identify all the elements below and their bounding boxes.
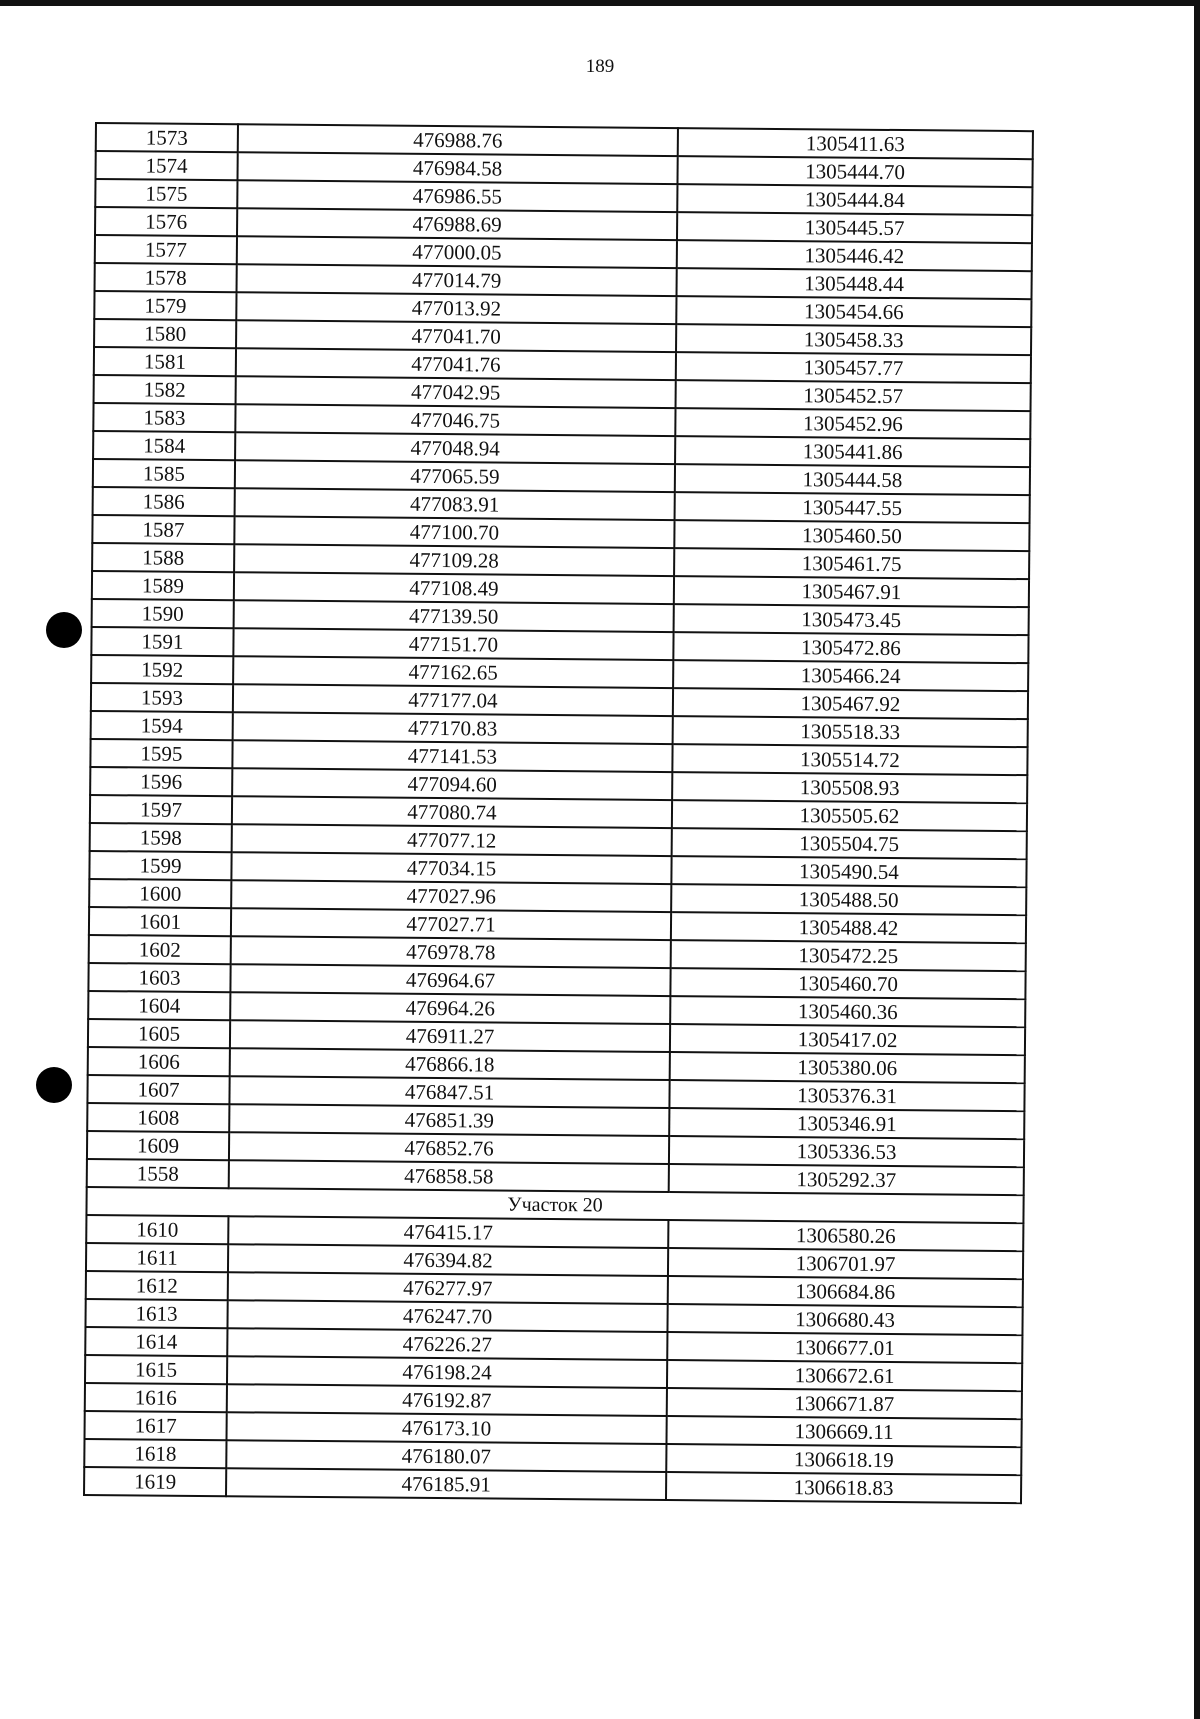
y-coordinate-cell: 1305467.92 bbox=[673, 688, 1028, 719]
y-coordinate-cell: 1305514.72 bbox=[672, 744, 1027, 775]
x-coordinate-cell: 477077.12 bbox=[232, 824, 672, 856]
point-number-cell: 1578 bbox=[95, 263, 237, 292]
x-coordinate-cell: 477048.94 bbox=[235, 432, 675, 464]
point-number-cell: 1575 bbox=[95, 179, 237, 208]
point-number-cell: 1590 bbox=[92, 599, 234, 628]
x-coordinate-cell: 476277.97 bbox=[228, 1272, 668, 1304]
point-number-cell: 1585 bbox=[93, 459, 235, 488]
x-coordinate-cell: 476984.58 bbox=[237, 152, 677, 184]
point-number-cell: 1558 bbox=[87, 1159, 229, 1188]
point-number-cell: 1593 bbox=[91, 683, 233, 712]
x-coordinate-cell: 476185.91 bbox=[226, 1468, 666, 1500]
y-coordinate-cell: 1305472.25 bbox=[671, 940, 1026, 971]
y-coordinate-cell: 1305488.50 bbox=[671, 884, 1026, 915]
x-coordinate-cell: 477034.15 bbox=[231, 852, 671, 884]
point-number-cell: 1608 bbox=[87, 1103, 229, 1132]
y-coordinate-cell: 1305505.62 bbox=[672, 800, 1027, 831]
point-number-cell: 1573 bbox=[96, 123, 238, 152]
y-coordinate-cell: 1305472.86 bbox=[673, 632, 1028, 663]
x-coordinate-cell: 476964.26 bbox=[230, 992, 670, 1024]
x-coordinate-cell: 477080.74 bbox=[232, 796, 672, 828]
y-coordinate-cell: 1305457.77 bbox=[676, 352, 1031, 383]
x-coordinate-cell: 476226.27 bbox=[227, 1328, 667, 1360]
x-coordinate-cell: 476978.78 bbox=[231, 936, 671, 968]
y-coordinate-cell: 1305336.53 bbox=[669, 1136, 1024, 1167]
x-coordinate-cell: 477162.65 bbox=[233, 656, 673, 688]
y-coordinate-cell: 1305508.93 bbox=[672, 772, 1027, 803]
point-number-cell: 1602 bbox=[89, 935, 231, 964]
y-coordinate-cell: 1305417.02 bbox=[670, 1024, 1025, 1055]
point-number-cell: 1595 bbox=[90, 739, 232, 768]
y-coordinate-cell: 1305411.63 bbox=[678, 128, 1033, 159]
x-coordinate-cell: 477000.05 bbox=[237, 236, 677, 268]
x-coordinate-cell: 477013.92 bbox=[236, 292, 676, 324]
y-coordinate-cell: 1305447.55 bbox=[675, 492, 1030, 523]
x-coordinate-cell: 476247.70 bbox=[227, 1300, 667, 1332]
point-number-cell: 1580 bbox=[94, 319, 236, 348]
point-number-cell: 1619 bbox=[84, 1467, 226, 1496]
x-coordinate-cell: 476911.27 bbox=[230, 1020, 670, 1052]
point-number-cell: 1611 bbox=[86, 1243, 228, 1272]
x-coordinate-cell: 477141.53 bbox=[232, 740, 672, 772]
point-number-cell: 1581 bbox=[94, 347, 236, 376]
y-coordinate-cell: 1305460.70 bbox=[670, 968, 1025, 999]
y-coordinate-cell: 1305504.75 bbox=[672, 828, 1027, 859]
x-coordinate-cell: 476198.24 bbox=[227, 1356, 667, 1388]
x-coordinate-cell: 477083.91 bbox=[235, 488, 675, 520]
point-number-cell: 1610 bbox=[86, 1215, 228, 1244]
point-number-cell: 1587 bbox=[92, 515, 234, 544]
point-number-cell: 1605 bbox=[88, 1019, 230, 1048]
x-coordinate-cell: 476866.18 bbox=[230, 1048, 670, 1080]
x-coordinate-cell: 476394.82 bbox=[228, 1244, 668, 1276]
y-coordinate-cell: 1305466.24 bbox=[673, 660, 1028, 691]
point-number-cell: 1601 bbox=[89, 907, 231, 936]
y-coordinate-cell: 1306677.01 bbox=[667, 1332, 1022, 1363]
x-coordinate-cell: 477027.71 bbox=[231, 908, 671, 940]
y-coordinate-cell: 1305452.96 bbox=[675, 408, 1030, 439]
point-number-cell: 1614 bbox=[85, 1327, 227, 1356]
y-coordinate-cell: 1306684.86 bbox=[668, 1276, 1023, 1307]
point-number-cell: 1576 bbox=[95, 207, 237, 236]
x-coordinate-cell: 476851.39 bbox=[229, 1104, 669, 1136]
point-number-cell: 1600 bbox=[89, 879, 231, 908]
point-number-cell: 1574 bbox=[96, 151, 238, 180]
point-number-cell: 1618 bbox=[84, 1439, 226, 1468]
x-coordinate-cell: 477014.79 bbox=[237, 264, 677, 296]
point-number-cell: 1577 bbox=[95, 235, 237, 264]
y-coordinate-cell: 1306618.83 bbox=[666, 1472, 1021, 1503]
y-coordinate-cell: 1305444.70 bbox=[677, 156, 1032, 187]
x-coordinate-cell: 477041.76 bbox=[236, 348, 676, 380]
y-coordinate-cell: 1306671.87 bbox=[667, 1388, 1022, 1419]
y-coordinate-cell: 1305446.42 bbox=[677, 240, 1032, 271]
point-number-cell: 1579 bbox=[94, 291, 236, 320]
point-number-cell: 1596 bbox=[90, 767, 232, 796]
y-coordinate-cell: 1305518.33 bbox=[673, 716, 1028, 747]
y-coordinate-cell: 1305380.06 bbox=[670, 1052, 1025, 1083]
x-coordinate-cell: 477170.83 bbox=[233, 712, 673, 744]
x-coordinate-cell: 476964.67 bbox=[230, 964, 670, 996]
x-coordinate-cell: 476173.10 bbox=[227, 1412, 667, 1444]
point-number-cell: 1599 bbox=[89, 851, 231, 880]
y-coordinate-cell: 1306580.26 bbox=[668, 1220, 1023, 1251]
coordinates-table-container bbox=[83, 122, 1032, 1504]
point-number-cell: 1591 bbox=[91, 627, 233, 656]
x-coordinate-cell: 477177.04 bbox=[233, 684, 673, 716]
y-coordinate-cell: 1306672.61 bbox=[667, 1360, 1022, 1391]
x-coordinate-cell: 477100.70 bbox=[234, 516, 674, 548]
y-coordinate-cell: 1306669.11 bbox=[666, 1416, 1021, 1447]
x-coordinate-cell: 476986.55 bbox=[237, 180, 677, 212]
point-number-cell: 1584 bbox=[93, 431, 235, 460]
point-number-cell: 1594 bbox=[91, 711, 233, 740]
point-number-cell: 1588 bbox=[92, 543, 234, 572]
point-number-cell: 1612 bbox=[86, 1271, 228, 1300]
y-coordinate-cell: 1305490.54 bbox=[671, 856, 1026, 887]
point-number-cell: 1603 bbox=[88, 963, 230, 992]
point-number-cell: 1613 bbox=[85, 1299, 227, 1328]
point-number-cell: 1586 bbox=[93, 487, 235, 516]
point-number-cell: 1616 bbox=[85, 1383, 227, 1412]
x-coordinate-cell: 476858.58 bbox=[229, 1160, 669, 1192]
point-number-cell: 1606 bbox=[88, 1047, 230, 1076]
x-coordinate-cell: 476988.69 bbox=[237, 208, 677, 240]
y-coordinate-cell: 1305473.45 bbox=[674, 604, 1029, 635]
y-coordinate-cell: 1306701.97 bbox=[668, 1248, 1023, 1279]
y-coordinate-cell: 1305458.33 bbox=[676, 324, 1031, 355]
point-number-cell: 1615 bbox=[85, 1355, 227, 1384]
y-coordinate-cell: 1305346.91 bbox=[669, 1108, 1024, 1139]
point-number-cell: 1607 bbox=[87, 1075, 229, 1104]
y-coordinate-cell: 1305488.42 bbox=[671, 912, 1026, 943]
y-coordinate-cell: 1305461.75 bbox=[674, 548, 1029, 579]
x-coordinate-cell: 477046.75 bbox=[235, 404, 675, 436]
x-coordinate-cell: 477108.49 bbox=[234, 572, 674, 604]
y-coordinate-cell: 1305444.58 bbox=[675, 464, 1030, 495]
x-coordinate-cell: 477065.59 bbox=[235, 460, 675, 492]
section-title: Участок 20 bbox=[86, 1187, 1023, 1223]
x-coordinate-cell: 477042.95 bbox=[236, 376, 676, 408]
x-coordinate-cell: 477139.50 bbox=[234, 600, 674, 632]
point-number-cell: 1582 bbox=[94, 375, 236, 404]
punch-hole bbox=[36, 1067, 72, 1103]
x-coordinate-cell: 476192.87 bbox=[227, 1384, 667, 1416]
y-coordinate-cell: 1305441.86 bbox=[675, 436, 1030, 467]
y-coordinate-cell: 1305467.91 bbox=[674, 576, 1029, 607]
y-coordinate-cell: 1305454.66 bbox=[676, 296, 1031, 327]
point-number-cell: 1609 bbox=[87, 1131, 229, 1160]
y-coordinate-cell: 1305460.36 bbox=[670, 996, 1025, 1027]
coordinates-table bbox=[83, 122, 1034, 1504]
y-coordinate-cell: 1306618.19 bbox=[666, 1444, 1021, 1475]
x-coordinate-cell: 477109.28 bbox=[234, 544, 674, 576]
x-coordinate-cell: 477151.70 bbox=[233, 628, 673, 660]
point-number-cell: 1583 bbox=[93, 403, 235, 432]
y-coordinate-cell: 1305376.31 bbox=[669, 1080, 1024, 1111]
x-coordinate-cell: 476847.51 bbox=[229, 1076, 669, 1108]
punch-hole bbox=[46, 612, 82, 648]
scan-edge-right bbox=[1194, 0, 1200, 1719]
y-coordinate-cell: 1305445.57 bbox=[677, 212, 1032, 243]
x-coordinate-cell: 476180.07 bbox=[226, 1440, 666, 1472]
point-number-cell: 1617 bbox=[85, 1411, 227, 1440]
y-coordinate-cell: 1305292.37 bbox=[669, 1164, 1024, 1195]
y-coordinate-cell: 1306680.43 bbox=[667, 1304, 1022, 1335]
x-coordinate-cell: 477094.60 bbox=[232, 768, 672, 800]
x-coordinate-cell: 476415.17 bbox=[228, 1216, 668, 1248]
scan-edge-top bbox=[0, 0, 1200, 6]
page-number: 189 bbox=[585, 56, 615, 77]
point-number-cell: 1604 bbox=[88, 991, 230, 1020]
point-number-cell: 1598 bbox=[90, 823, 232, 852]
x-coordinate-cell: 477027.96 bbox=[231, 880, 671, 912]
x-coordinate-cell: 476988.76 bbox=[238, 124, 678, 156]
y-coordinate-cell: 1305460.50 bbox=[674, 520, 1029, 551]
x-coordinate-cell: 476852.76 bbox=[229, 1132, 669, 1164]
point-number-cell: 1589 bbox=[92, 571, 234, 600]
y-coordinate-cell: 1305448.44 bbox=[677, 268, 1032, 299]
point-number-cell: 1597 bbox=[90, 795, 232, 824]
x-coordinate-cell: 477041.70 bbox=[236, 320, 676, 352]
y-coordinate-cell: 1305444.84 bbox=[677, 184, 1032, 215]
y-coordinate-cell: 1305452.57 bbox=[676, 380, 1031, 411]
point-number-cell: 1592 bbox=[91, 655, 233, 684]
